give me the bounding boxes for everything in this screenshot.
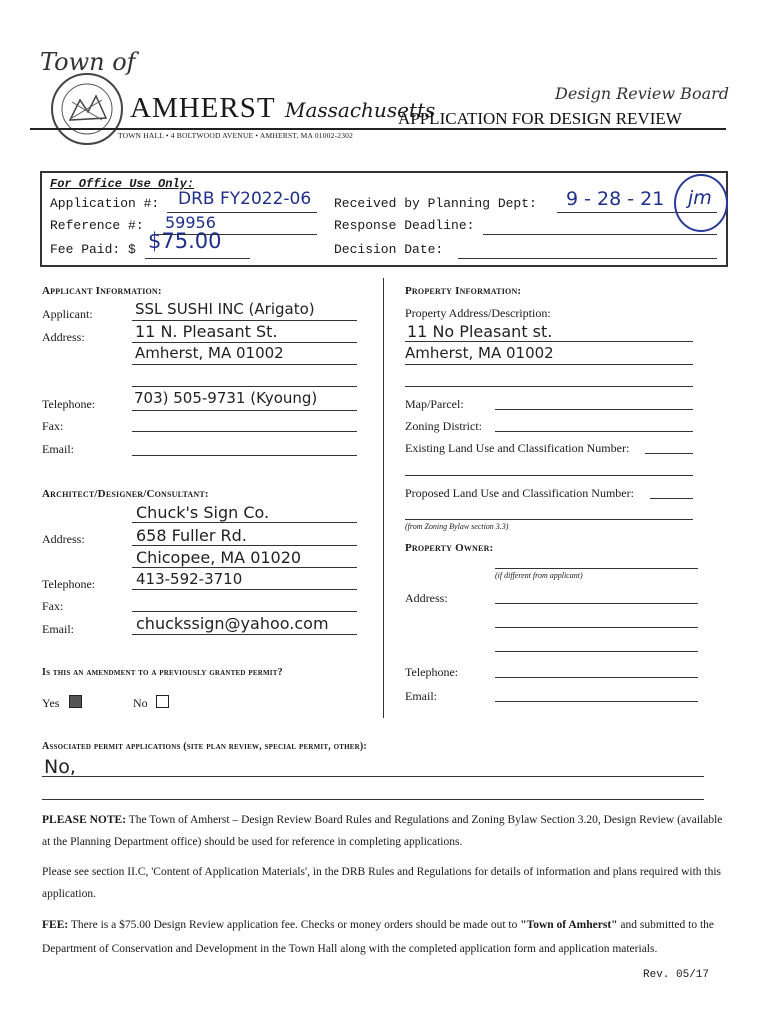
architect-telephone-label: Telephone: — [42, 577, 96, 591]
application-number-value: DRB FY2022-06 — [178, 189, 312, 209]
fee-text-a: There is a $75.00 Design Review application fee. Checks or money orders should be made out to — [70, 919, 518, 931]
please-note-paragraph — [42, 809, 732, 853]
architect-address-label: Address: — [42, 532, 85, 546]
proposed-land-use-label: Proposed Land Use and Classification Number: — [405, 486, 634, 500]
please-note-text: The Town of Amherst – Design Review Board Rules and Regulations and Zoning Bylaw Section 3.20, Design Review (available at the Planning Department office) should be used for reference in completing applications. — [42, 814, 723, 848]
applicant-address-label: Address: — [42, 330, 85, 344]
owner-telephone-label: Telephone: — [405, 665, 459, 679]
town-name: AMHERST — [130, 92, 276, 124]
architect-name-value: Chuck's Sign Co. — [136, 503, 270, 522]
applicant-value: SSL SUSHI INC (Arigato) — [135, 300, 315, 318]
applicant-address-line1: 11 N. Pleasant St. — [135, 322, 278, 341]
form-title: APPLICATION FOR DESIGN REVIEW — [398, 109, 682, 128]
applicant-fax-label: Fax: — [42, 419, 64, 433]
property-address-line1: 11 No Pleasant st. — [407, 322, 553, 341]
section-reference-paragraph: Please see section II.C, 'Content of Application Materials', in the DRB Rules and Regulations for details of information and plans required with this application. — [42, 866, 721, 900]
initials-value: jm — [688, 187, 712, 209]
application-number-label: Application #: — [50, 196, 160, 211]
property-address-label: Property Address/Description: — [405, 306, 551, 320]
map-parcel-label: Map/Parcel: — [405, 397, 464, 411]
applicant-email-label: Email: — [42, 442, 74, 456]
architect-email-value: chuckssign@yahoo.com — [136, 614, 329, 633]
property-info-heading: Property Information: — [405, 285, 522, 297]
reference-number-value: 59956 — [165, 213, 216, 232]
received-label: Received by Planning Dept: — [334, 196, 537, 211]
amendment-question: Is this an amendment to a previously granted permit? — [42, 667, 283, 678]
board-name: Design Review Board — [555, 84, 729, 103]
revision-label: Rev. 05/17 — [643, 969, 710, 981]
applicant-info-heading: Applicant Information: — [42, 285, 162, 297]
property-owner-heading: Property Owner: — [405, 542, 494, 554]
owner-email-label: Email: — [405, 689, 437, 703]
architect-fax-label: Fax: — [42, 599, 64, 613]
property-address-line2: Amherst, MA 01002 — [405, 344, 554, 362]
zoning-district-label: Zoning District: — [405, 419, 482, 433]
architect-email-label: Email: — [42, 622, 74, 636]
applicant-label: Applicant: — [42, 307, 93, 321]
fee-label: FEE: — [42, 919, 69, 931]
office-use-heading: For Office Use Only: — [50, 177, 195, 191]
fee-paragraph — [42, 913, 732, 961]
town-address: TOWN HALL • 4 BOLTWOOD AVENUE • AMHERST, MA 01002-2302 — [118, 131, 354, 140]
fee-paid-label: Fee Paid: $ — [50, 242, 136, 257]
associated-permits-value: No, — [44, 756, 76, 778]
fee-text-b: and submitted to the Department of Conservation and Development in the Town Hall along with the completed application form and application materials. — [42, 919, 715, 955]
no-checkbox[interactable] — [156, 695, 169, 708]
yes-checkbox[interactable] — [69, 695, 82, 708]
yes-label: Yes — [42, 696, 60, 710]
fee-paid-value: $75.00 — [148, 229, 222, 253]
response-deadline-label: Response Deadline: — [334, 218, 475, 233]
column-divider — [383, 278, 384, 718]
proposed-land-use-note: (from Zoning Bylaw section 3.3) — [405, 522, 509, 531]
received-date-value: 9 - 28 - 21 — [566, 188, 665, 210]
reference-number-label: Reference #: — [50, 218, 144, 233]
town-of-script: Town of — [40, 48, 136, 76]
fee-payee: "Town of Amherst" — [520, 919, 618, 931]
applicant-telephone-label: Telephone: — [42, 397, 96, 411]
no-label: No — [133, 696, 148, 710]
architect-address-line1: 658 Fuller Rd. — [136, 526, 247, 545]
owner-address-label: Address: — [405, 591, 448, 605]
owner-note: (if different from applicant) — [495, 571, 583, 580]
associated-permits-heading: Associated permit applications (site plan review, special permit, other): — [42, 741, 367, 752]
architect-heading: Architect/Designer/Consultant: — [42, 488, 209, 500]
applicant-telephone-value: 703) 505-9731 (Kyoung) — [134, 389, 318, 407]
please-note-label: PLEASE NOTE: — [42, 814, 127, 826]
architect-address-line2: Chicopee, MA 01020 — [136, 548, 302, 567]
applicant-address-line2: Amherst, MA 01002 — [135, 344, 284, 362]
state-name: Massachusetts — [285, 98, 436, 122]
existing-land-use-label: Existing Land Use and Classification Number: — [405, 441, 630, 455]
decision-date-label: Decision Date: — [334, 242, 444, 257]
architect-telephone-value: 413-592-3710 — [136, 570, 243, 588]
town-seal — [50, 72, 124, 146]
